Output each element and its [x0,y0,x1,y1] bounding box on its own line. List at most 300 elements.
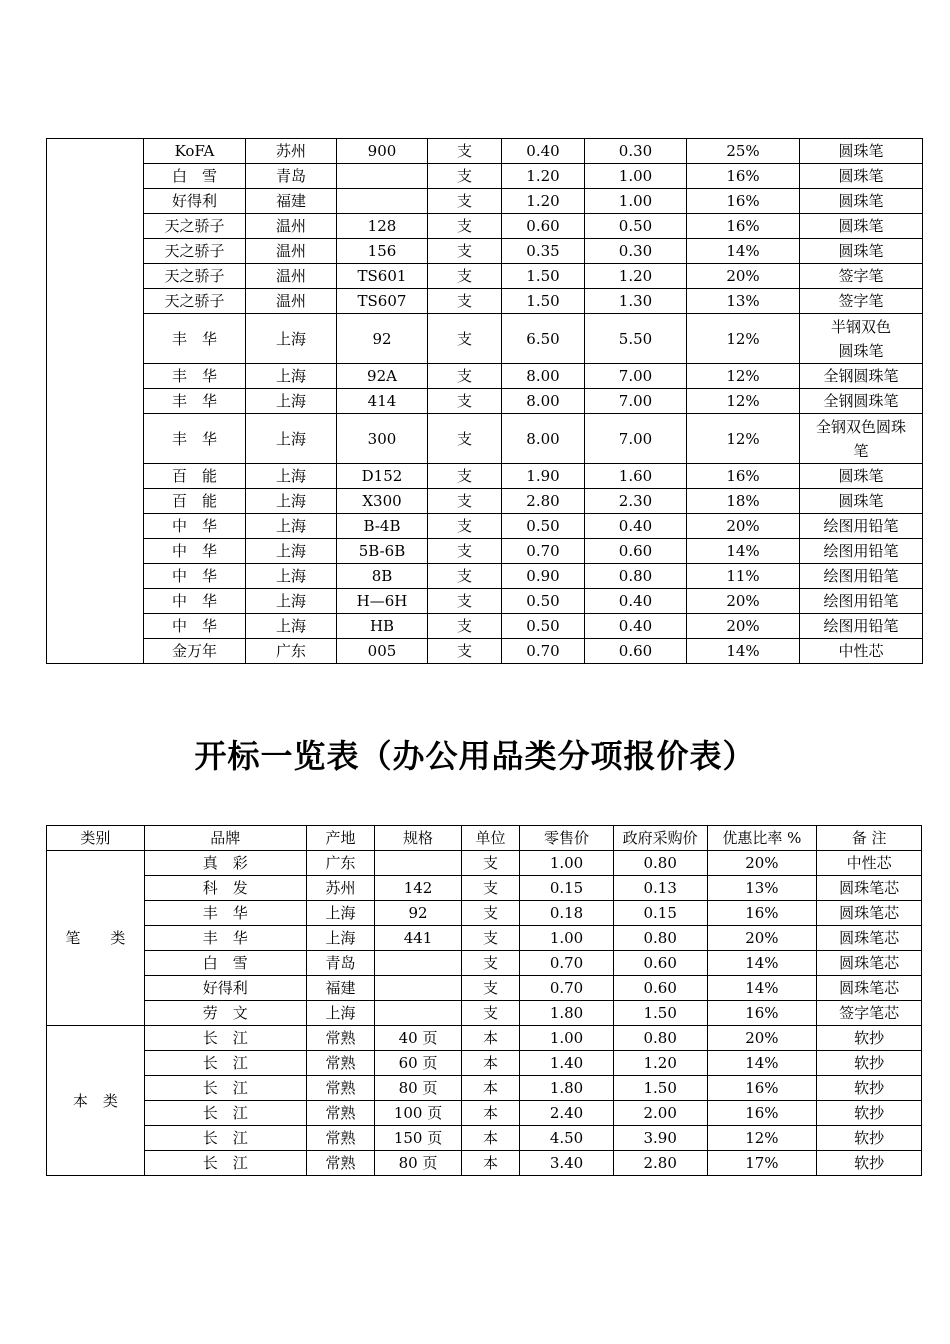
column-header: 产地 [306,826,374,851]
table-cell [375,851,462,876]
table-row [47,489,923,514]
table-cell: 支 [428,264,502,289]
table-cell: 5.50 [585,314,687,364]
table-cell: 科 发 [144,876,306,901]
table-cell: 2.00 [613,1101,707,1126]
table-cell: 长 江 [144,1026,306,1051]
table-cell: 绘图用铅笔 [800,514,923,539]
table-cell: 1.90 [502,464,585,489]
table-row [47,1101,922,1126]
table-cell: 上海 [306,901,374,926]
table-cell: 签字笔 [800,264,923,289]
table-cell: 支 [428,214,502,239]
table-cell: 0.60 [585,539,687,564]
table-cell: 0.60 [613,976,707,1001]
table-cell: 0.80 [613,1026,707,1051]
table-cell: 441 [375,926,462,951]
table-header-row [47,826,922,851]
table-row [47,164,923,189]
table-cell: 13% [687,289,800,314]
table-row [47,139,923,164]
column-header: 政府采购价 [613,826,707,851]
price-table-continued [46,138,923,664]
table-cell: 1.50 [613,1076,707,1101]
table-cell: 中性芯 [800,639,923,664]
table-cell: 300 [337,414,428,464]
table-row [47,876,922,901]
table-cell: 128 [337,214,428,239]
table-cell: 1.80 [520,1001,614,1026]
table-cell: 中 华 [144,514,246,539]
table-cell: 上海 [246,314,337,364]
category-cell [47,139,144,664]
table-cell: 绘图用铅笔 [800,614,923,639]
table-cell: 0.40 [585,614,687,639]
table-cell: 支 [428,464,502,489]
table-cell: 上海 [246,614,337,639]
table-cell: 0.70 [520,951,614,976]
table-row [47,514,923,539]
table-cell: 温州 [246,214,337,239]
table-cell: 长 江 [144,1126,306,1151]
table-row [47,289,923,314]
table-cell: 中性芯 [817,851,922,876]
table-cell: 中 华 [144,614,246,639]
table-cell: 1.00 [585,189,687,214]
table-cell: 4.50 [520,1126,614,1151]
table-cell: 40 页 [375,1026,462,1051]
table-row [47,189,923,214]
table-row [47,239,923,264]
table-cell: 本 [461,1151,519,1176]
table-cell: 支 [461,976,519,1001]
table-row [47,639,923,664]
table-cell: 好得利 [144,189,246,214]
table-cell: 圆珠笔芯 [817,926,922,951]
table-cell: 100 页 [375,1101,462,1126]
table-cell: 12% [687,414,800,464]
table-cell: 0.50 [502,514,585,539]
table-cell: 支 [461,851,519,876]
table-cell: 414 [337,389,428,414]
table-cell: 上海 [246,389,337,414]
table-cell: 16% [687,214,800,239]
table-cell: 常熟 [306,1051,374,1076]
table-cell: 常熟 [306,1076,374,1101]
table-cell [375,976,462,1001]
table-cell: 16% [707,1076,817,1101]
table-cell: 丰 华 [144,364,246,389]
table-cell: 软抄 [817,1151,922,1176]
table-cell: HB [337,614,428,639]
table-cell: 14% [687,239,800,264]
table-cell: 14% [707,951,817,976]
table-cell: 1.40 [520,1051,614,1076]
table-cell: 8.00 [502,389,585,414]
table-cell: 长 江 [144,1051,306,1076]
table-cell: 百 能 [144,489,246,514]
table-cell: 1.20 [502,164,585,189]
table-row [47,564,923,589]
table-row [47,214,923,239]
table-cell: 1.20 [502,189,585,214]
table-cell: 上海 [246,564,337,589]
table-row [47,901,922,926]
table-cell: 900 [337,139,428,164]
table-cell: 14% [687,639,800,664]
table-cell: 青岛 [306,951,374,976]
table-cell: 支 [428,564,502,589]
table-cell: 支 [428,489,502,514]
table-cell: 3.40 [520,1151,614,1176]
table-cell: 支 [428,589,502,614]
column-header: 零售价 [520,826,614,851]
table-cell: 福建 [306,976,374,1001]
table-row [47,364,923,389]
table-cell: 金万年 [144,639,246,664]
table-cell [337,189,428,214]
table-cell: 2.40 [520,1101,614,1126]
table-cell: 14% [707,976,817,1001]
column-header: 优惠比率 % [707,826,817,851]
table-cell: 0.40 [502,139,585,164]
table-cell: 20% [707,1026,817,1051]
table-cell: 14% [687,539,800,564]
table-cell: 0.15 [520,876,614,901]
table-cell: 支 [461,951,519,976]
table-cell: 绘图用铅笔 [800,564,923,589]
table-cell: 温州 [246,264,337,289]
table-cell: 圆珠笔芯 [817,876,922,901]
table-cell: 0.70 [502,639,585,664]
table-row [47,1126,922,1151]
table-cell: 1.60 [585,464,687,489]
table-cell: 天之骄子 [144,214,246,239]
table-cell: 圆珠笔 [800,214,923,239]
column-header: 规格 [375,826,462,851]
table-cell: 支 [428,314,502,364]
table-cell: 广东 [246,639,337,664]
table-cell: 青岛 [246,164,337,189]
table-cell: 1.20 [585,264,687,289]
table-cell: 0.35 [502,239,585,264]
column-header: 单位 [461,826,519,851]
column-header: 备 注 [817,826,922,851]
table-cell: 16% [687,164,800,189]
table-row [47,614,923,639]
table-cell: 支 [428,389,502,414]
table-cell: 20% [687,514,800,539]
table-cell: 1.30 [585,289,687,314]
table-cell: 0.30 [585,239,687,264]
table-cell: 0.80 [613,851,707,876]
table-row [47,1001,922,1026]
table-row [47,1026,922,1051]
table-cell: 中 华 [144,539,246,564]
table-row [47,464,923,489]
table-cell: 2.30 [585,489,687,514]
table-cell: 18% [687,489,800,514]
table-cell [375,951,462,976]
table-cell: 上海 [246,464,337,489]
table-cell: 0.13 [613,876,707,901]
table-cell: 92 [375,901,462,926]
table-cell: 0.90 [502,564,585,589]
table-cell: 20% [707,851,817,876]
table-cell: 支 [461,876,519,901]
table-cell: 0.60 [613,951,707,976]
table-cell: 上海 [246,589,337,614]
table-cell: 0.50 [502,589,585,614]
table-cell: 16% [687,464,800,489]
table-cell: 绘图用铅笔 [800,539,923,564]
table-cell: 丰 华 [144,314,246,364]
table-row [47,976,922,1001]
table-cell: 0.50 [585,214,687,239]
table-cell: TS601 [337,264,428,289]
table-cell: 支 [461,926,519,951]
table-cell: 本 [461,1026,519,1051]
table-cell: 0.80 [613,926,707,951]
table-cell: 156 [337,239,428,264]
table-cell: 11% [687,564,800,589]
table-cell: 142 [375,876,462,901]
table-cell: 本 [461,1101,519,1126]
table-row [47,1051,922,1076]
table-cell: D152 [337,464,428,489]
table-cell [375,1001,462,1026]
table-cell: 圆珠笔 [800,189,923,214]
column-header: 类别 [47,826,145,851]
table-cell: 长 江 [144,1151,306,1176]
table-cell: 16% [687,189,800,214]
column-header: 品牌 [144,826,306,851]
table-cell: 7.00 [585,414,687,464]
table-row [47,1151,922,1176]
page-title: 开标一览表（办公用品类分项报价表） [194,737,756,775]
table-cell: 丰 华 [144,926,306,951]
table-cell: 1.20 [613,1051,707,1076]
office-supplies-price-table [46,825,922,1176]
table-cell: 0.50 [502,614,585,639]
table-cell: 80 页 [375,1076,462,1101]
table-cell: 12% [707,1126,817,1151]
table-cell: 支 [428,189,502,214]
table-cell: 0.18 [520,901,614,926]
table-cell: 上海 [306,1001,374,1026]
table-row [47,264,923,289]
table-cell: 3.90 [613,1126,707,1151]
table-cell: 圆珠笔芯 [817,951,922,976]
table-cell: 全钢圆珠笔 [800,364,923,389]
table-cell: 支 [428,539,502,564]
table-cell: 本 [461,1076,519,1101]
table-cell: 5B-6B [337,539,428,564]
table-cell: 丰 华 [144,901,306,926]
table-cell: 圆珠笔 [800,139,923,164]
table-cell: 上海 [246,414,337,464]
table-cell: 0.70 [520,976,614,1001]
table-cell: 16% [707,901,817,926]
table-cell: 福建 [246,189,337,214]
table-cell: 温州 [246,289,337,314]
table-cell: 支 [428,364,502,389]
table-cell: 上海 [246,489,337,514]
table-cell: 14% [707,1051,817,1076]
table-row [47,1076,922,1101]
table-cell: 0.40 [585,514,687,539]
table-cell: 支 [428,414,502,464]
table-row [47,389,923,414]
table-cell: 0.60 [502,214,585,239]
table-cell: 8.00 [502,414,585,464]
category-cell: 笔 类 [47,851,145,1026]
table-cell: 8B [337,564,428,589]
table-cell: 支 [428,239,502,264]
table-cell: B-4B [337,514,428,539]
table-cell: 支 [428,164,502,189]
table-cell: 2.80 [613,1151,707,1176]
table-cell: 苏州 [306,876,374,901]
table-cell: 圆珠笔 [800,489,923,514]
table-cell: 天之骄子 [144,289,246,314]
table-cell: 1.00 [520,1026,614,1051]
table-cell: 1.50 [502,264,585,289]
table-cell: 白 雪 [144,164,246,189]
table-cell: 1.00 [520,851,614,876]
table-cell: 好得利 [144,976,306,1001]
table-cell: 12% [687,364,800,389]
table-cell: 软抄 [817,1051,922,1076]
table-cell: 16% [707,1001,817,1026]
table-cell: H—6H [337,589,428,614]
table-cell: 20% [687,589,800,614]
table-cell: 圆珠笔芯 [817,901,922,926]
table-cell: 丰 华 [144,414,246,464]
table-cell: 0.15 [613,901,707,926]
table-row [47,539,923,564]
table-cell: 92 [337,314,428,364]
table-cell: 6.50 [502,314,585,364]
table-row [47,589,923,614]
table-cell: 圆珠笔 [800,239,923,264]
table-cell: 常熟 [306,1101,374,1126]
table-cell: 本 [461,1051,519,1076]
table-cell: 20% [707,926,817,951]
table-cell: 长 江 [144,1076,306,1101]
table-cell: 1.80 [520,1076,614,1101]
table-cell: 支 [461,1001,519,1026]
table-cell: 劳 文 [144,1001,306,1026]
table-cell: 签字笔芯 [817,1001,922,1026]
table-cell: 7.00 [585,389,687,414]
table-cell: 广东 [306,851,374,876]
table-cell: 上海 [246,514,337,539]
table-cell: 1.50 [613,1001,707,1026]
table-cell: 上海 [246,539,337,564]
table-cell: 支 [428,614,502,639]
table-cell: 真 彩 [144,851,306,876]
table-row [47,851,922,876]
table-cell: 中 华 [144,564,246,589]
table-cell: 上海 [306,926,374,951]
table-cell: 天之骄子 [144,264,246,289]
table-cell: 支 [428,289,502,314]
category-cell: 本 类 [47,1026,145,1176]
table-cell: 支 [428,639,502,664]
table-cell: 圆珠笔 [800,164,923,189]
table-cell: 8.00 [502,364,585,389]
table-cell: 圆珠笔芯 [817,976,922,1001]
table-cell: 温州 [246,239,337,264]
table-cell: 13% [707,876,817,901]
table-cell: 2.80 [502,489,585,514]
table-cell: 1.00 [585,164,687,189]
table-cell: 支 [428,514,502,539]
table-cell: 150 页 [375,1126,462,1151]
table-cell: 92A [337,364,428,389]
table-cell: 20% [687,614,800,639]
table-cell: 12% [687,314,800,364]
table-row [47,951,922,976]
table-cell: 25% [687,139,800,164]
table-cell: 中 华 [144,589,246,614]
table-cell: 圆珠笔 [800,464,923,489]
table-cell: TS607 [337,289,428,314]
table-cell: 17% [707,1151,817,1176]
table-cell: 20% [687,264,800,289]
table-cell: 0.70 [502,539,585,564]
table-cell: 1.00 [520,926,614,951]
table-cell: 80 页 [375,1151,462,1176]
table-cell: KoFA [144,139,246,164]
table-cell: 常熟 [306,1126,374,1151]
table-cell: 1.50 [502,289,585,314]
table-cell: 12% [687,389,800,414]
table-cell: 软抄 [817,1076,922,1101]
table-cell: 丰 华 [144,389,246,414]
table-cell: 天之骄子 [144,239,246,264]
table-cell: 005 [337,639,428,664]
table-row [47,414,923,464]
table-cell: 软抄 [817,1101,922,1126]
table-cell: 60 页 [375,1051,462,1076]
table-cell: 常熟 [306,1151,374,1176]
table-cell: 0.60 [585,639,687,664]
table-cell: 半钢双色 圆珠笔 [800,314,923,364]
table-cell: 白 雪 [144,951,306,976]
table-cell: 支 [428,139,502,164]
table-cell: 16% [707,1101,817,1126]
table-cell: 长 江 [144,1101,306,1126]
table-cell: 百 能 [144,464,246,489]
table-cell: 软抄 [817,1026,922,1051]
table-cell: 0.80 [585,564,687,589]
table-cell: 7.00 [585,364,687,389]
table-cell: 常熟 [306,1026,374,1051]
table-cell: 签字笔 [800,289,923,314]
table-row [47,926,922,951]
table-row [47,314,923,364]
table-cell: 软抄 [817,1126,922,1151]
table-cell [337,164,428,189]
table-cell: 0.40 [585,589,687,614]
table-cell: 上海 [246,364,337,389]
table-cell: 本 [461,1126,519,1151]
table-cell: 支 [461,901,519,926]
table-cell: 全钢双色圆珠 笔 [800,414,923,464]
table-cell: 全钢圆珠笔 [800,389,923,414]
